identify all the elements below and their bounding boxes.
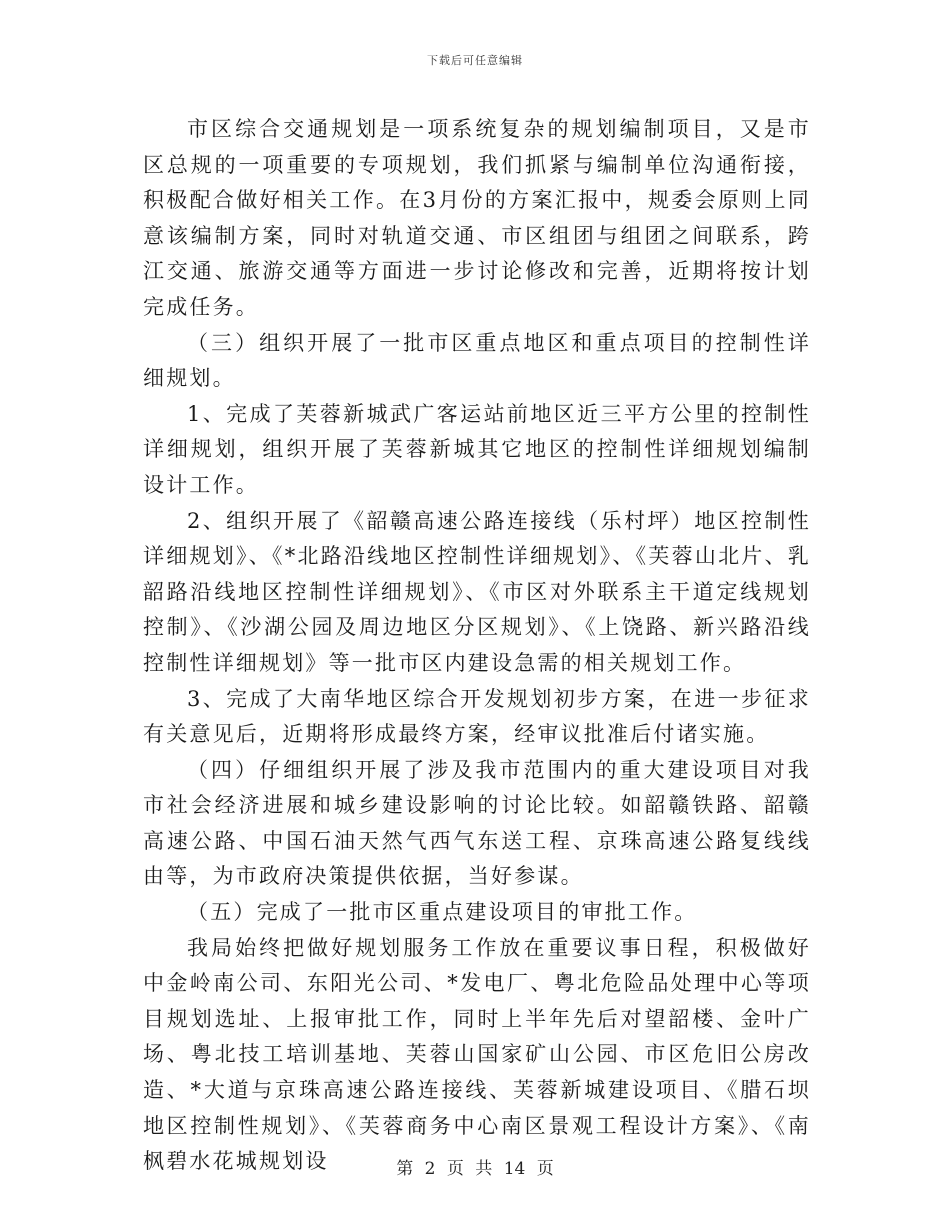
paragraph-section-four: （四）仔细组织开展了涉及我市范围内的重大建设项目对我市社会经济进展和城乡建设影响的讨论比较。如韶赣铁路、韶赣高速公路、中国石油天然气西气东送工程、京珠高速公路复线线由等，为市政府决策提供依据，当好参谋。: [143, 757, 811, 889]
paragraph-traffic-plan: 市区综合交通规划是一项系统复杂的规划编制项目，又是市区总规的一项重要的专项规划，我们抓紧与编制单位沟通衔接，积极配合做好相关工作。在3月份的方案汇报中，规委会原则上同意该编制方案，同时对轨道交通、市区组团与组团之间联系，跨江交通、旅游交通等方面进一步讨论修改和完善，近期将按计划完成任务。: [143, 117, 811, 319]
page-header: 下载后可任意编辑: [427, 54, 523, 67]
paragraph-item-1: 1、完成了芙蓉新城武广客运站前地区近三平方公里的控制性详细规划，组织开展了芙蓉新城其它地区的控制性详细规划编制设计工作。: [143, 401, 811, 497]
paragraph-approval-work: 我局始终把做好规划服务工作放在重要议事日程，积极做好中金岭南公司、东阳光公司、*发电厂、粤北危险品处理中心等项目规划选址、上报审批工作，同时上半年先后对望韶楼、金叶广场、粤北技工培训基地、芙蓉山国家矿山公园、市区危旧公房改造、*大道与京珠高速公路连接线、芙蓉新城建设项目、《腊石坝地区控制性规划》、《芙蓉商务中心南区景观工程设计方案》、《南枫碧水花城规划设: [143, 935, 811, 1174]
paragraph-item-2: 2、组织开展了《韶赣高速公路连接线（乐村坪）地区控制性详细规划》、《*北路沿线地区控制性详细规划》、《芙蓉山北片、乳韶路沿线地区控制性详细规划》、《市区对外联系主干道定线规划控制》、《沙湖公园及周边地区分区规划》、《上饶路、新兴路沿线控制性详细规划》等一批市区内建设急需的相关规划工作。: [143, 508, 811, 675]
document-body: [143, 112, 811, 1180]
paragraph-section-three: （三）组织开展了一批市区重点地区和重点项目的控制性详细规划。: [143, 330, 811, 391]
page-footer: 第 2 页 共 14 页: [396, 1159, 554, 1179]
paragraph-section-five: （五）完成了一批市区重点建设项目的审批工作。: [187, 900, 698, 925]
paragraph-item-3: 3、完成了大南华地区综合开发规划初步方案，在进一步征求有关意见后，近期将形成最终方案，经审议批准后付诸实施。: [143, 686, 811, 747]
